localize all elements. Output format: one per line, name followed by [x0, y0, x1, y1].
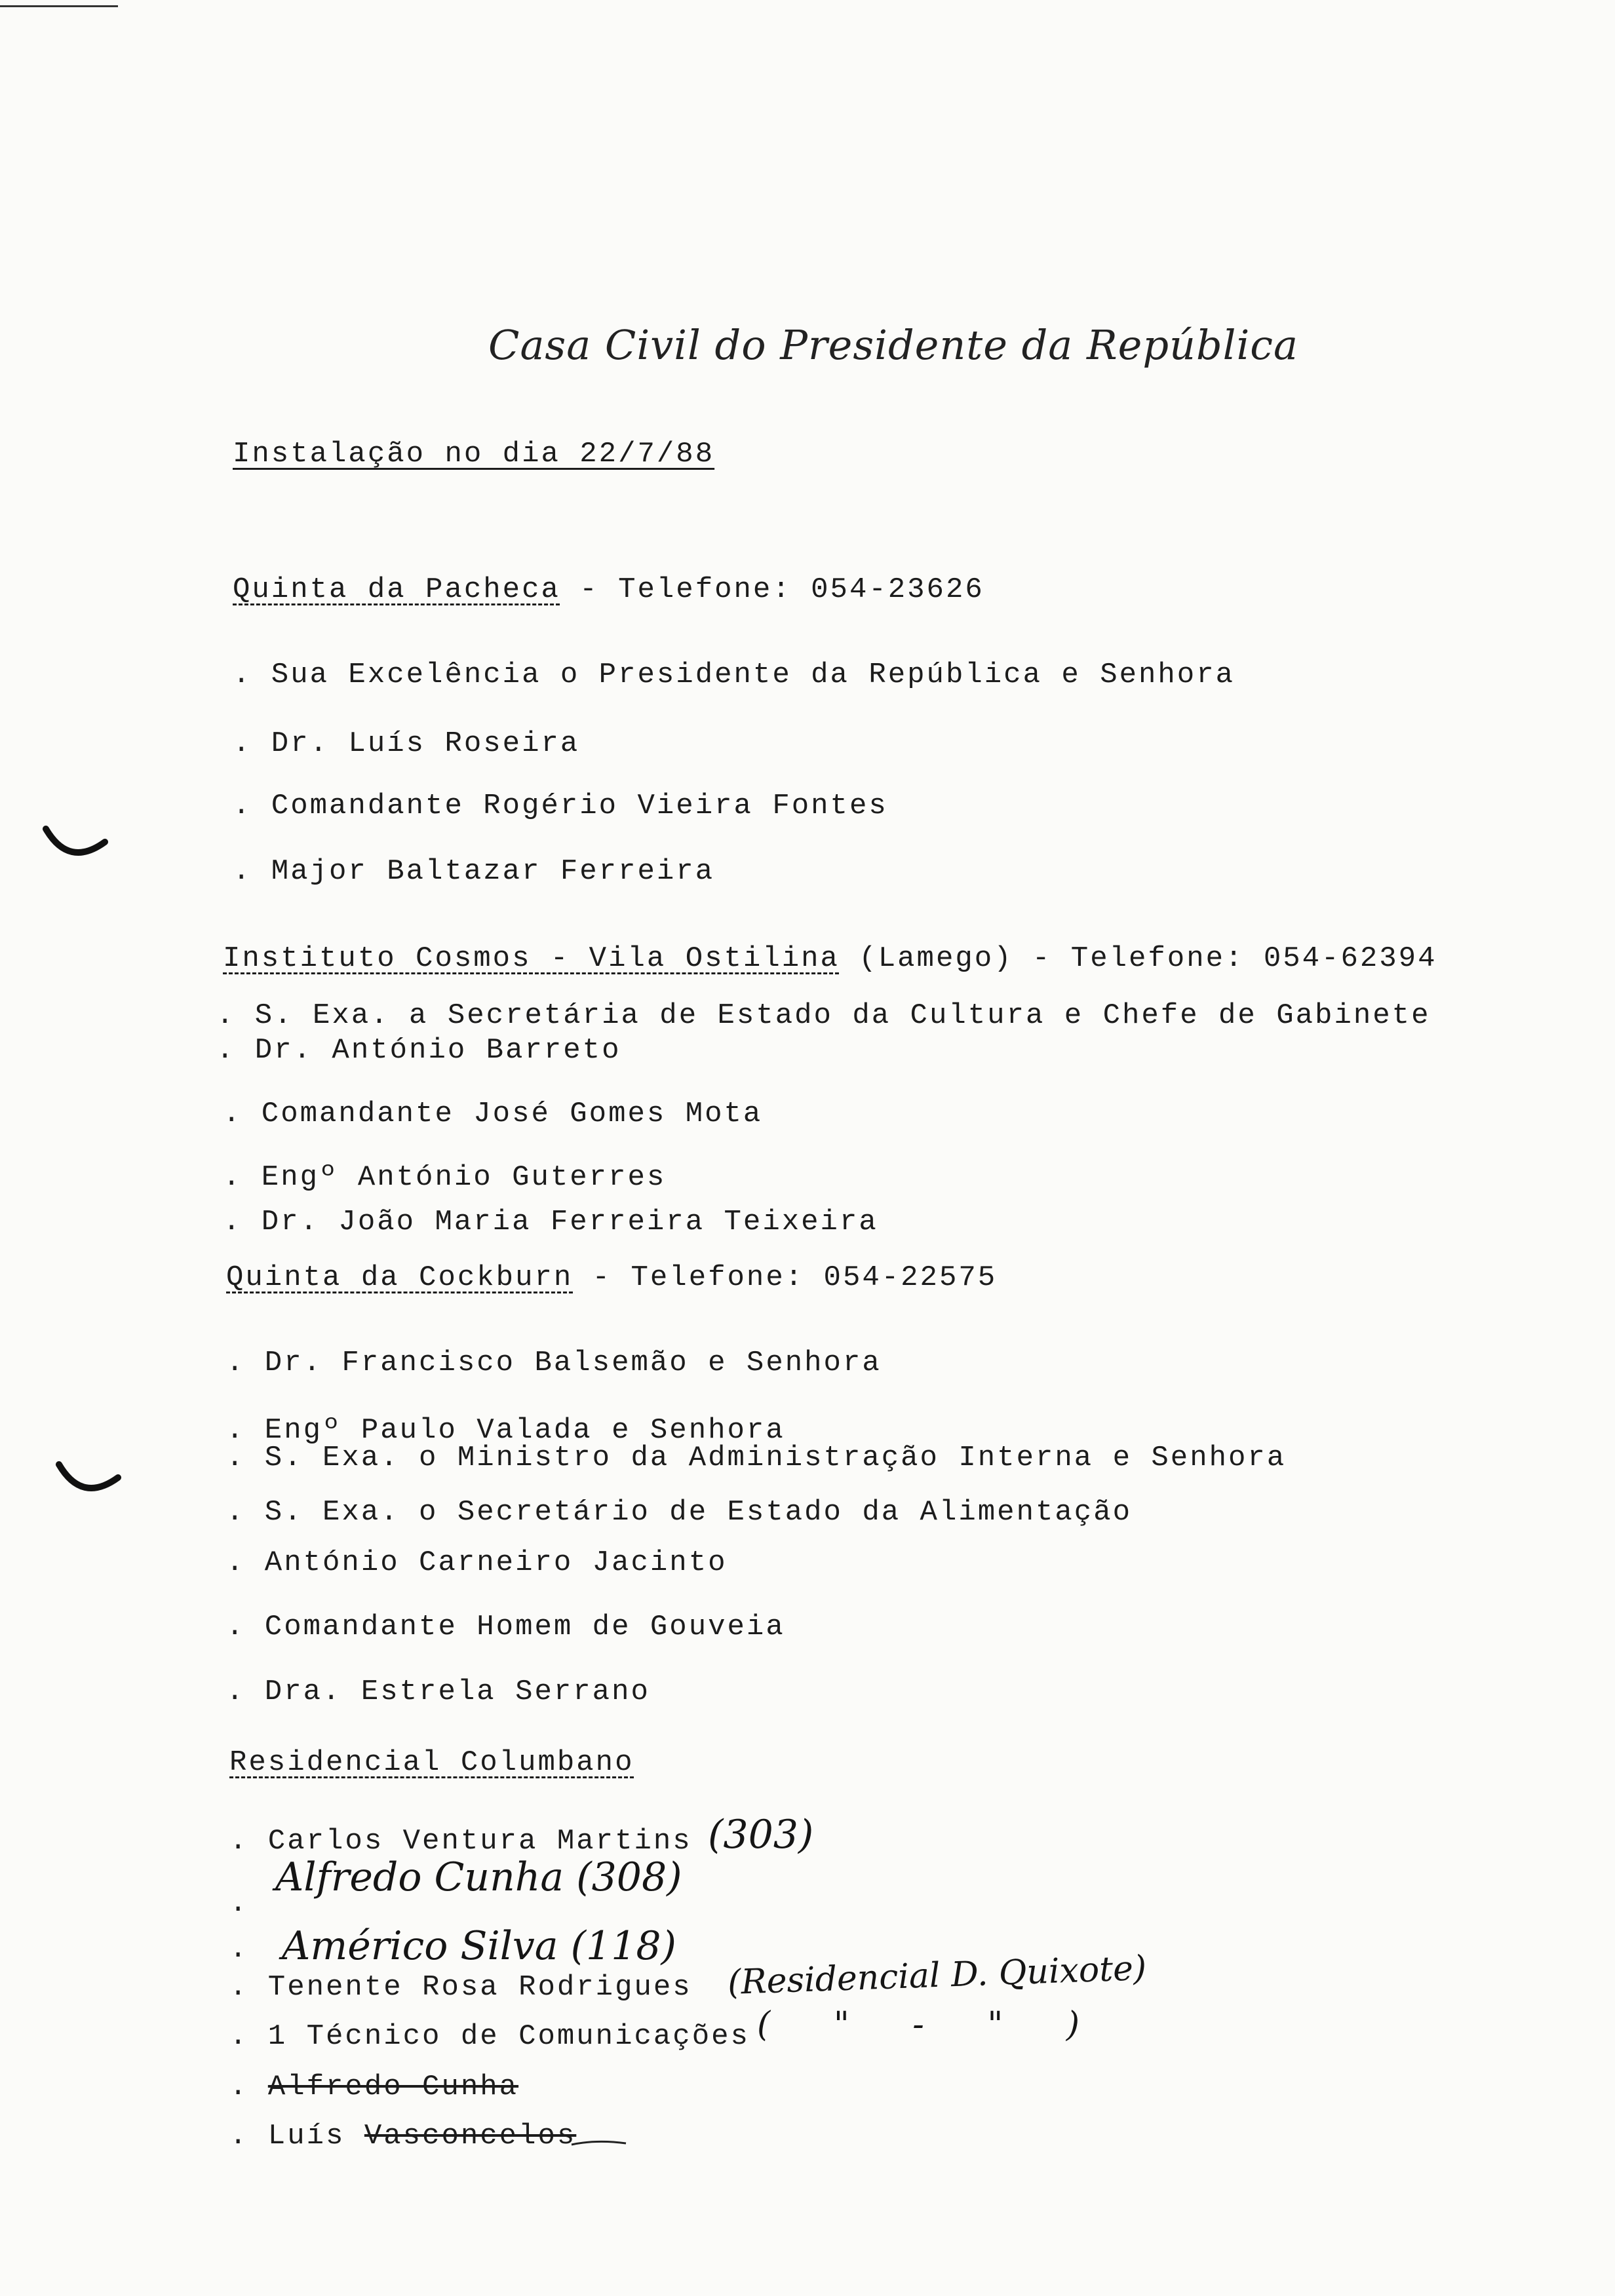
list-item: . Comandante Homem de Gouveia: [226, 1611, 785, 1643]
handwritten-americo-silva: Américo Silva (118): [282, 1923, 676, 1969]
list-item: . Luís Vasconcelos: [229, 2120, 577, 2152]
list-item: . Sua Excelência o Presidente da República e Senhora: [233, 659, 1236, 691]
list-item: . Comandante Rogério Vieira Fontes: [233, 790, 888, 822]
struck-name-alfredo: Alfredo Cunha: [267, 2071, 519, 2103]
list-item: . Carlos Ventura Martins: [229, 1825, 692, 1858]
section-phone: (Lamego) - Telefone: 054-62394: [839, 942, 1437, 975]
list-item: . S. Exa. o Ministro da Administração Interna e Senhora: [226, 1442, 1287, 1474]
list-item: . Comandante José Gomes Mota: [223, 1098, 763, 1130]
list-item: .: [229, 1933, 249, 1966]
letterhead: Casa Civil do Presidente da República: [488, 321, 1298, 369]
section-name: Instituto Cosmos - Vila Ostilina: [223, 942, 840, 975]
section-header-instituto-cosmos: [223, 942, 1437, 975]
handwritten-alfredo-cunha: Alfredo Cunha (308): [275, 1854, 682, 1900]
list-item: . Alfredo Cunha: [229, 2071, 519, 2103]
pen-stroke: [570, 2133, 629, 2152]
section-header-quinta-cockburn: [226, 1261, 997, 1294]
checkmark-icon: [52, 1455, 125, 1507]
handwritten-residencial-note: (Residencial D. Quixote): [727, 1948, 1148, 2003]
list-item: . Tenente Rosa Rodrigues: [229, 1971, 692, 2004]
section-name: Quinta da Pacheca: [233, 573, 560, 606]
list-item: . António Carneiro Jacinto: [226, 1546, 728, 1579]
list-item: . 1 Técnico de Comunicações: [229, 2020, 750, 2053]
section-header-quinta-pacheca: [233, 573, 984, 606]
list-item: . Engº António Guterres: [223, 1161, 667, 1194]
list-item: . Major Baltazar Ferreira: [233, 855, 715, 888]
section-name: Residencial Columbano: [229, 1746, 634, 1779]
handwritten-room-303: (303): [708, 1812, 814, 1858]
section-name: Quinta da Cockburn: [226, 1261, 574, 1294]
top-edge-rule: [0, 5, 118, 7]
list-item: . Dr. António Barreto: [216, 1034, 621, 1067]
handwritten-ditto-note: ( " - " ): [757, 2005, 1106, 2044]
struck-name-vasconcelos: Vasconcelos: [364, 2120, 577, 2152]
list-item: . S. Exa. o Secretário de Estado da Alimentação: [226, 1496, 1133, 1529]
section-phone: - Telefone: 054-22575: [573, 1261, 998, 1294]
list-item: . Dr. Francisco Balsemão e Senhora: [226, 1347, 882, 1379]
section-phone: - Telefone: 054-23626: [560, 573, 984, 606]
section-header-residencial-columbano: [229, 1746, 634, 1779]
list-item: . Engº Paulo Valada e Senhora: [226, 1414, 785, 1447]
checkmark-icon: [39, 819, 111, 871]
installation-title: Instalação no dia 22/7/88: [233, 438, 715, 470]
list-item: . S. Exa. a Secretária de Estado da Cultura e Chefe de Gabinete: [216, 999, 1431, 1032]
list-item: .: [229, 1887, 249, 1920]
list-item: . Dr. João Maria Ferreira Teixeira: [223, 1206, 878, 1238]
list-item: . Dr. Luís Roseira: [233, 727, 580, 760]
list-item: . Dra. Estrela Serrano: [226, 1675, 650, 1708]
